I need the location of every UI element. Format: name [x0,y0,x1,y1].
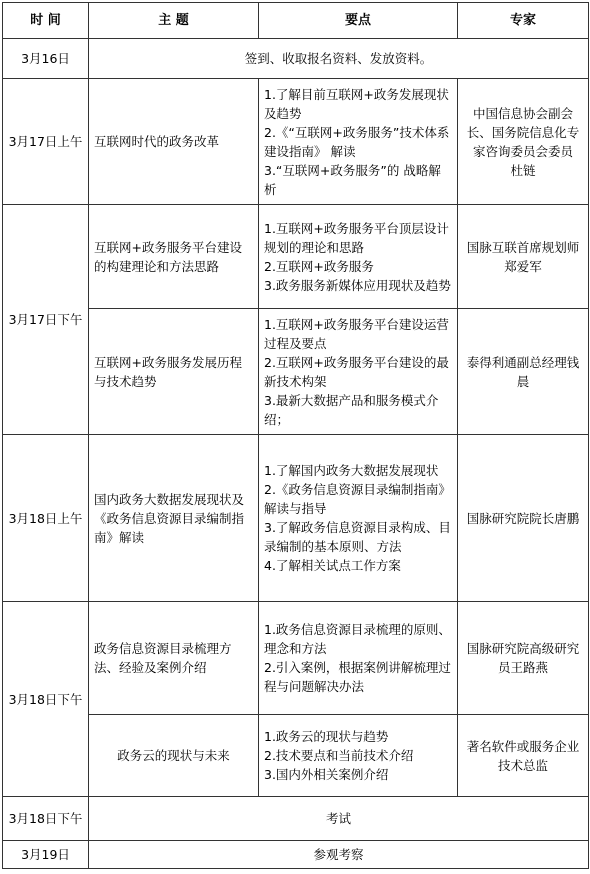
points-cell [259,309,458,435]
point-item: 3.政务服务新媒体应用现状及趋势 [264,277,451,293]
point-item: 2.引入案例，根据案例讲解梳理过程与问题解决办法 [264,660,451,694]
expert-cell: 国脉互联首席规划师 郑爱军 [458,205,589,309]
points-cell [259,602,458,715]
topic-cell: 互联网+政务服务发展历程与技术趋势 [89,309,259,435]
topic-cell: 国内政务大数据发展现状及《政务信息资源目录编制指南》解读 [89,435,259,602]
topic-cell: 政务云的现状与未来 [89,715,259,797]
point-item: 4.了解相关试点工作方案 [264,558,401,573]
point-item: 2.《政务信息资源目录编制指南》解读与指导 [264,482,451,516]
table-row [3,205,589,309]
point-item: 1.政务信息资源目录梳理的原则、理念和方法 [264,622,451,656]
header-time: 时 间 [3,3,89,39]
time-cell: 3月17日下午 [3,205,89,435]
expert-cell: 国脉研究院高级研究员王路燕 [458,602,589,715]
schedule-table [2,2,589,869]
point-item: 1.政务云的现状与趋势 [264,729,389,744]
content-cell: 签到、收取报名资料、发放资料。 [89,39,589,79]
topic-cell: 政务信息资源目录梳理方法、经验及案例介绍 [89,602,259,715]
header-points: 要点 [259,3,458,39]
point-item: 1.互联网+政务服务平台顶层设计规划的理论和思路 [264,220,449,255]
points-cell [259,79,458,205]
time-cell: 3月18日上午 [3,435,89,602]
expert-cell: 著名软件或服务企业技术总监 [458,715,589,797]
table-row [3,841,589,869]
table-row [3,797,589,841]
point-item: 2.互联网+政务服务 [264,258,374,274]
point-item: 3.“互联网+政务服务”的 战略解析 [264,162,441,197]
point-item: 2.技术要点和当前技术介绍 [264,748,414,763]
table-row [3,39,589,79]
header-row [3,3,589,39]
points-cell [259,435,458,602]
point-item: 2.互联网+政务服务平台建设的最新技术构架 [264,354,449,389]
point-item: 3.国内外相关案例介绍 [264,767,389,782]
table-row [3,715,589,797]
table-row [3,602,589,715]
topic-cell: 互联网时代的政务改革 [89,79,259,205]
time-cell: 3月17日上午 [3,79,89,205]
content-cell: 参观考察 [89,841,589,869]
expert-cell [458,79,589,205]
point-item: 1.了解国内政务大数据发展现状 [264,463,439,478]
point-item: 3.了解政务信息资源目录构成、目录编制的基本原则、方法 [264,520,451,554]
time-cell: 3月19日 [3,841,89,869]
points-cell [259,715,458,797]
point-item: 1.了解目前互联网+政务发展现状及趋势 [264,86,449,121]
time-cell: 3月16日 [3,39,89,79]
point-item: 3.最新大数据产品和服务模式介绍； [264,392,439,427]
content-cell: 考试 [89,797,589,841]
expert-cell: 国脉研究院院长唐鹏 [458,435,589,602]
table-row [3,309,589,435]
table-row [3,79,589,205]
table-row [3,435,589,602]
point-item: 1.互联网+政务服务平台建设运营过程及要点 [264,316,449,351]
topic-cell: 互联网+政务服务平台建设的构建理论和方法思路 [89,205,259,309]
expert-title: 中国信息协会副会长、国务院信息化专家咨询委员会委员 [466,105,580,159]
expert-cell: 泰得利通副总经理钱晨 [458,309,589,435]
point-item: 2.《“互联网+政务服务”技术体系建设指南》 解读 [264,124,450,159]
header-expert: 专家 [458,3,589,39]
time-cell: 3月18日下午 [3,602,89,797]
header-topic: 主 题 [89,3,259,39]
points-cell [259,205,458,309]
expert-name: 杜链 [510,162,536,178]
time-cell: 3月18日下午 [3,797,89,841]
